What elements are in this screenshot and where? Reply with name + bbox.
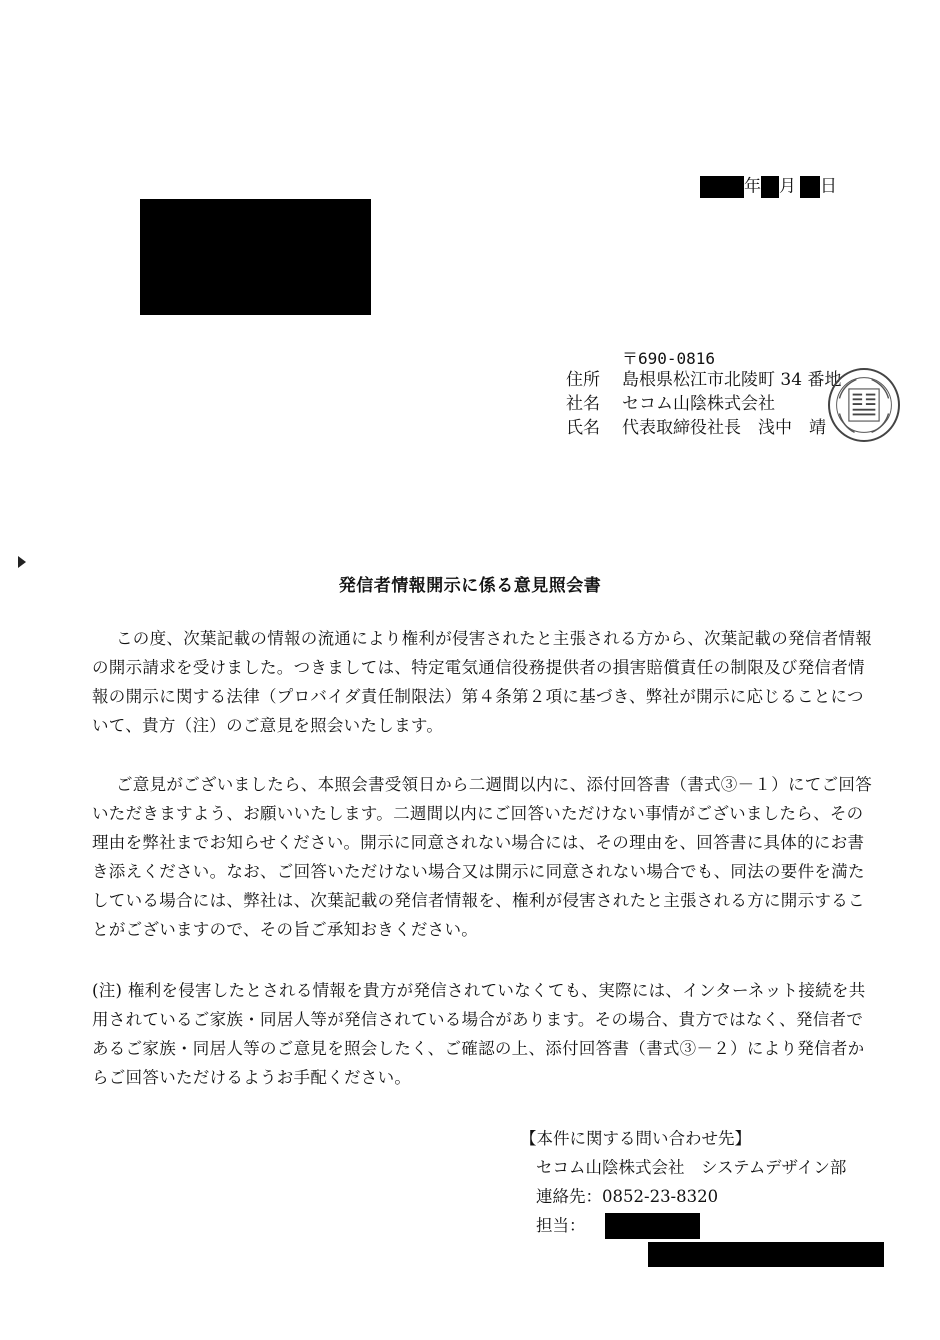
paragraph-line: とがございますので、その旨ご承知おきください。 (92, 920, 479, 939)
redacted-recipient (140, 199, 371, 315)
redacted-year (700, 176, 744, 198)
address-label: 住所 (566, 370, 600, 390)
name-value: 代表取締役社長 浅中 靖 (622, 418, 826, 438)
paragraph-line: あるご家族・同居人等のご意見を照会したく、ご確認の上、添付回答書（書式③－２）により発信者か (92, 1039, 865, 1058)
company-value: セコム山陰株式会社 (622, 394, 775, 414)
paragraph-line: 理由を弊社までお知らせください。開示に同意されない場合には、その理由を、回答書に具体的にお書 (92, 833, 865, 852)
contact-header: 【本件に関する問い合わせ先】 (520, 1129, 751, 1148)
paragraph-line: この度、次葉記載の情報の流通により権利が侵害されたと主張される方から、次葉記載の発信者情報 (116, 629, 872, 648)
document-title: 発信者情報開示に係る意見照会書 (338, 576, 602, 596)
name-label: 氏名 (566, 418, 600, 438)
month-suffix: 月 (779, 176, 796, 197)
paragraph-line: 報の開示に関する法律（プロバイダ責任制限法）第４条第２項に基づき、弊社が開示に応じることにつ (92, 687, 864, 706)
paragraph-line: (注) 権利を侵害したとされる情報を貴方が発信されていなくても、実際には、インターネット接続を共 (92, 981, 866, 1000)
redacted-month (761, 176, 779, 198)
paragraph-2 (92, 770, 882, 944)
paragraph-line: らご回答いただけるようお手配ください。 (92, 1068, 412, 1087)
redacted-contact-extra (648, 1242, 884, 1267)
redacted-contact-person (605, 1213, 700, 1239)
paragraph-line: している場合には、弊社は、次葉記載の発信者情報を、権利が侵害されたと主張される方に開示するこ (92, 891, 865, 910)
paragraph-line: き添えください。なお、ご回答いただけない場合又は開示に同意されない場合でも、同法の要件を満た (92, 862, 865, 881)
company-label: 社名 (566, 394, 600, 414)
day-suffix: 日 (820, 176, 837, 197)
letter-date (700, 174, 837, 198)
margin-marker (18, 556, 26, 568)
paragraph-line: 用されているご家族・同居人等が発信されている場合があります。その場合、貴方ではなく、発信者で (92, 1010, 864, 1029)
redacted-day (800, 176, 820, 198)
paragraph-1 (92, 624, 882, 740)
contact-phone: 連絡先：0852-23-8320 (536, 1187, 719, 1206)
paragraph-line: いて、貴方（注）のご意見を照会いたします。 (92, 716, 444, 735)
contact-person-label: 担当： (536, 1216, 586, 1235)
paragraph-line: ご意見がございましたら、本照会書受領日から二週間以内に、添付回答書（書式③－１）にてご回答 (116, 775, 872, 794)
year-suffix: 年 (744, 176, 761, 197)
company-seal (828, 368, 900, 442)
sender-zip: 〒690-0816 (622, 349, 716, 368)
note-paragraph (92, 976, 882, 1092)
contact-department: セコム山陰株式会社 システムデザイン部 (536, 1158, 847, 1177)
paragraph-line: いただきますよう、お願いいたします。二週間以内にご回答いただけない事情がございましたら、その (92, 804, 864, 823)
address-value: 島根県松江市北陵町 34 番地 (622, 370, 842, 390)
seal-graphic (830, 370, 898, 440)
paragraph-line: の開示請求を受けました。つきましては、特定電気通信役務提供者の損害賠償責任の制限及び発信者情 (92, 658, 865, 677)
